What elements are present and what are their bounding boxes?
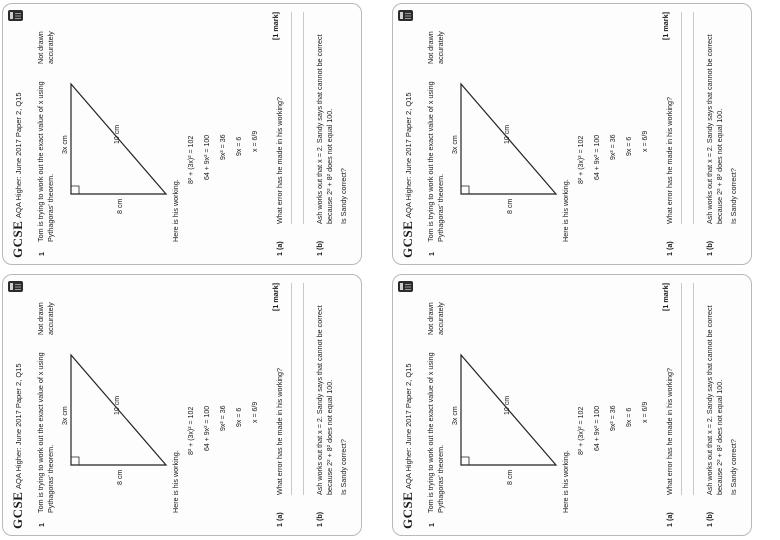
calculator-icon [398,10,413,21]
hypotenuse-label: 10 cm [504,395,511,415]
triangle-diagram [61,74,181,214]
working-step: 8² + (3x)² = 102 [578,406,585,455]
part-b-question: Ash works out that x = 2. Sandy says that cannot be correct because 2² + 8² does not equal 100. [315,34,334,224]
answer-line[interactable] [681,12,682,224]
part-b-number: 1 (b) [315,511,324,527]
answer-line[interactable] [303,12,304,224]
not-drawn-note: Not drawn accurately [36,31,55,64]
working-step: 8² + (3x)² = 102 [578,135,585,184]
worksheet-card [2,3,362,265]
triangle-diagram [61,345,181,485]
vertical-label: 8 cm [117,469,124,485]
part-b-prompt: Is Sandy correct? [729,439,738,495]
mark-allocation: [1 mark] [271,283,280,311]
not-drawn-note: Not drawn accurately [426,31,445,64]
part-b-question: Ash works out that x = 2. Sandy says that cannot be correct because 2² + 8² does not equal 100. [315,305,334,495]
worksheet-content [3,4,361,264]
working-step: 8² + (3x)² = 102 [188,406,195,455]
worksheet-card [392,3,752,265]
working-step: x = 6/9 [252,401,259,423]
part-b-prompt: Is Sandy correct? [339,439,348,495]
part-a-number: 1 (a) [275,512,284,527]
working-heading: Here is his working. [171,450,180,513]
base-label: 3x cm [62,135,69,154]
working-step: 9x = 6 [236,136,243,156]
working-step: 64 + 9x² = 100 [204,134,211,180]
part-a-question: What error has he made in his working? [665,96,674,224]
worksheet-content [393,275,751,535]
working-step: x = 6/9 [252,130,259,152]
right-angle-mark [71,186,79,194]
answer-line[interactable] [303,283,304,495]
working-step: 9x = 6 [236,407,243,427]
hypotenuse-label: 10 cm [504,124,511,144]
part-b-question: Ash works out that x = 2. Sandy says that cannot be correct because 2² + 8² does not equal 100. [705,34,724,224]
working-heading: Here is his working. [561,450,570,513]
gcse-logo: GCSE [400,491,415,529]
working-step: 9x² = 36 [220,405,227,431]
part-b-prompt: Is Sandy correct? [339,168,348,224]
part-a-question: What error has he made in his working? [275,367,284,495]
question-number: 1 [427,523,436,527]
working-step: 9x = 6 [626,136,633,156]
part-b-number: 1 (b) [315,240,324,256]
right-angle-mark [461,457,469,465]
question-intro: Tom is trying to work out the exact value of x using Pythagoras' theorem. [36,352,55,513]
worksheet-content [393,4,751,264]
part-a-number: 1 (a) [665,241,674,256]
part-b-number: 1 (b) [705,240,714,256]
working-step: 9x² = 36 [610,405,617,431]
gcse-logo: GCSE [400,220,415,258]
source-reference: AQA Higher: June 2017 Paper 2, Q15 [14,92,23,218]
answer-line[interactable] [693,283,694,495]
source-reference: AQA Higher: June 2017 Paper 2, Q15 [14,363,23,489]
worksheet-card [2,274,362,536]
right-angle-mark [461,186,469,194]
calculator-icon [8,10,23,21]
calculator-icon [398,281,413,292]
working-step: 9x = 6 [626,407,633,427]
working-step: 64 + 9x² = 100 [204,405,211,451]
mark-allocation: [1 mark] [661,283,670,311]
worksheet-content [3,275,361,535]
source-reference: AQA Higher: June 2017 Paper 2, Q15 [404,363,413,489]
hypotenuse-label: 10 cm [114,124,121,144]
base-label: 3x cm [62,406,69,425]
answer-line[interactable] [681,283,682,495]
vertical-label: 8 cm [117,198,124,214]
working-step: x = 6/9 [642,130,649,152]
not-drawn-note: Not drawn accurately [36,302,55,335]
part-b-prompt: Is Sandy correct? [729,168,738,224]
working-step: 64 + 9x² = 100 [594,134,601,180]
base-label: 3x cm [452,135,459,154]
not-drawn-note: Not drawn accurately [426,302,445,335]
triangle-diagram [451,74,571,214]
question-intro: Tom is trying to work out the exact value of x using Pythagoras' theorem. [426,81,445,242]
question-number: 1 [427,252,436,256]
part-b-number: 1 (b) [705,511,714,527]
working-step: x = 6/9 [642,401,649,423]
mark-allocation: [1 mark] [271,12,280,40]
answer-line[interactable] [291,12,292,224]
vertical-label: 8 cm [507,469,514,485]
part-a-question: What error has he made in his working? [665,367,674,495]
working-step: 9x² = 36 [610,134,617,160]
calculator-icon [8,281,23,292]
part-a-question: What error has he made in his working? [275,96,284,224]
working-step: 9x² = 36 [220,134,227,160]
working-heading: Here is his working. [561,179,570,242]
source-reference: AQA Higher: June 2017 Paper 2, Q15 [404,92,413,218]
mark-allocation: [1 mark] [661,12,670,40]
hypotenuse-label: 10 cm [114,395,121,415]
working-step: 64 + 9x² = 100 [594,405,601,451]
right-angle-mark [71,457,79,465]
answer-line[interactable] [291,283,292,495]
triangle-diagram [451,345,571,485]
gcse-logo: GCSE [10,491,25,529]
answer-line[interactable] [693,12,694,224]
part-b-question: Ash works out that x = 2. Sandy says that cannot be correct because 2² + 8² does not equal 100. [705,305,724,495]
question-intro: Tom is trying to work out the exact value of x using Pythagoras' theorem. [36,81,55,242]
question-number: 1 [37,252,46,256]
part-a-number: 1 (a) [275,241,284,256]
worksheet-card [392,274,752,536]
question-number: 1 [37,523,46,527]
vertical-label: 8 cm [507,198,514,214]
base-label: 3x cm [452,406,459,425]
question-intro: Tom is trying to work out the exact value of x using Pythagoras' theorem. [426,352,445,513]
gcse-logo: GCSE [10,220,25,258]
working-heading: Here is his working. [171,179,180,242]
working-step: 8² + (3x)² = 102 [188,135,195,184]
part-a-number: 1 (a) [665,512,674,527]
